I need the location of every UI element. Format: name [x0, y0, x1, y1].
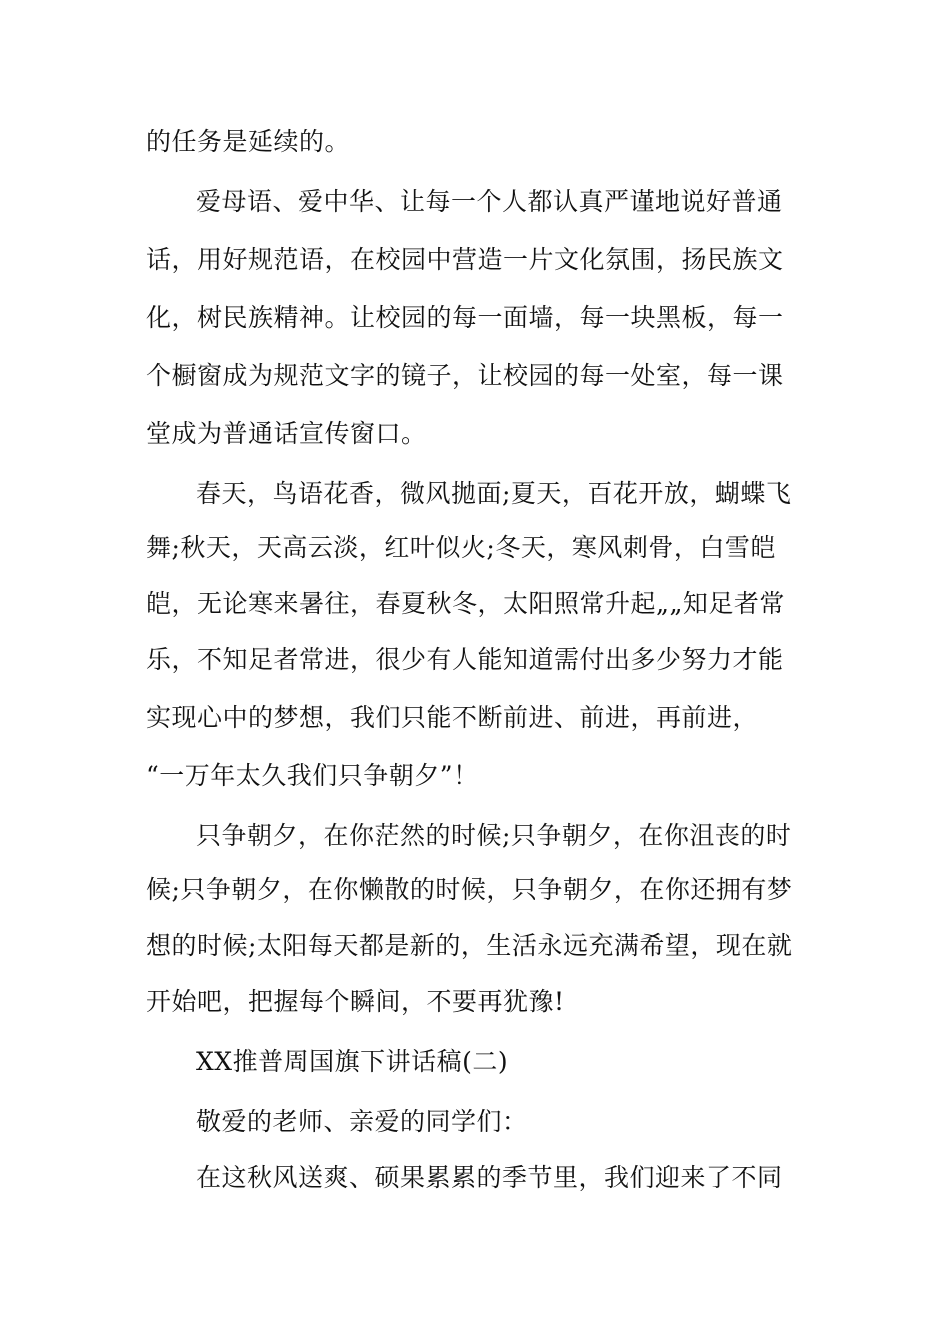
- paragraph-line: 化，树民族精神。让校园的每一面墙，每一块黑板，每一: [146, 303, 784, 332]
- section-heading: XX推普周国旗下讲话稿(二): [196, 1047, 509, 1076]
- paragraph-line: 堂成为普通话宣传窗口。: [146, 419, 427, 448]
- paragraph-line: 实现心中的梦想，我们只能不断前进、前进，再前进，: [146, 703, 759, 732]
- paragraph-line: 乐，不知足者常进，很少有人能知道需付出多少努力才能: [146, 645, 784, 674]
- paragraph-line: 想的时候;太阳每天都是新的，生活永远充满希望，现在就: [146, 931, 793, 960]
- paragraph-line: 个橱窗成为规范文字的镜子，让校园的每一处室，每一课: [146, 361, 784, 390]
- paragraph-line: 话，用好规范语，在校园中营造一片文化氛围，扬民族文: [146, 245, 784, 274]
- paragraph-line: 候;只争朝夕，在你懒散的时候，只争朝夕，在你还拥有梦: [146, 875, 793, 904]
- paragraph-line: 舞;秋天，天高云淡，红叶似火;冬天，寒风刺骨，白雪皑: [146, 533, 776, 562]
- paragraph-line: 春天，鸟语花香，微风拋面;夏天，百花开放，蝴蝶飞: [196, 479, 792, 508]
- paragraph-line: 爱母语、爱中华、让每一个人都认真严谨地说好普通: [196, 187, 783, 216]
- paragraph-line: 的任务是延续的。: [146, 127, 351, 156]
- paragraph-line: 在这秋风送爽、硕果累累的季节里，我们迎来了不同: [196, 1163, 783, 1192]
- paragraph-line: 皑，无论寒来暑往，春夏秋冬，太阳照常升起„„知足者常: [146, 589, 785, 618]
- paragraph-line: 只争朝夕，在你茫然的时候;只争朝夕，在你沮丧的时: [196, 821, 792, 850]
- salutation: 敬爱的老师、亲爱的同学们：: [196, 1107, 528, 1136]
- paragraph-line: “一万年太久我们只争朝夕”！: [146, 761, 479, 790]
- paragraph-line: 开始吧，把握每个瞬间，不要再犹豫!: [146, 987, 565, 1016]
